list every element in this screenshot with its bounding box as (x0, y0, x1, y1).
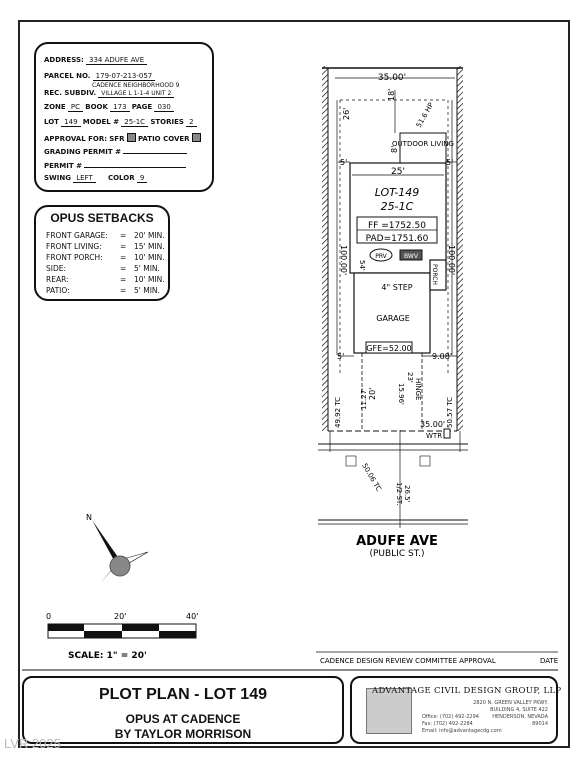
book-label: BOOK (85, 103, 108, 111)
tc-right: 50.57 TC (446, 396, 454, 428)
setback-value-0: 20' MIN. (134, 231, 165, 240)
dim-8: 8' (390, 145, 399, 153)
builder-name: BY TAYLOR MORRISON (114, 727, 252, 741)
setbacks-title: OPUS SETBACKS (50, 211, 154, 225)
setback-label-3: SIDE: (46, 264, 67, 273)
firm-addr-4: 89014 (532, 721, 548, 727)
water-meter-label: WTR (426, 432, 443, 440)
firm-addr-3: HENDERSON, NEVADA (492, 714, 548, 720)
color-label: COLOR (107, 174, 135, 182)
zone-label: ZONE (44, 103, 66, 111)
setback-value-5: 5' MIN. (134, 286, 160, 295)
water-meter-symbol (444, 429, 450, 438)
firm-fax: Fax: (702) 492-2284 (422, 721, 473, 727)
dim-23: 23' (406, 372, 414, 383)
side-setback-right: 5' (446, 158, 454, 167)
model-value: 25-1C (121, 118, 148, 127)
scale-tick-40: 40' (186, 612, 199, 621)
side-setback-front-left: 5' (337, 352, 345, 361)
lot-value: 149 (61, 118, 80, 127)
title-block (22, 676, 344, 744)
north-label: N (86, 513, 92, 522)
firm-email: Email: info@advantagecdg.com (422, 728, 502, 734)
dim-1127: 11.27' (360, 388, 368, 410)
firm-name: ADVANTAGE CIVIL DESIGN GROUP, LLP (372, 686, 562, 696)
pad-elevation: PAD=1751.60 (365, 234, 429, 244)
setback-label-2: FRONT PORCH: (46, 253, 103, 262)
book-value: 173 (110, 103, 129, 112)
depth-right-dim: 100.00' (447, 245, 456, 276)
scale-bar (46, 612, 198, 661)
garage-label: GARAGE (376, 314, 410, 323)
approval-date-label: DATE (540, 657, 559, 665)
garage-floor-elev: GFE=52.00 (366, 344, 412, 353)
outdoor-living-area (400, 133, 446, 163)
setback-value-4: 10' MIN. (134, 275, 165, 284)
depth-left-dim: 100.00' (339, 245, 348, 276)
address-label: ADDRESS: (44, 56, 84, 64)
bwv-label: BWV (404, 253, 418, 260)
half-street: 1/2 ST. (395, 482, 403, 506)
scale-tick-0: 0 (46, 612, 52, 621)
approval-label: APPROVAL FOR: (44, 135, 108, 143)
street-curb (318, 444, 468, 524)
firm-office: Office: (702) 492-2294 (422, 714, 479, 720)
hinge-label: HINGE (414, 378, 422, 401)
firm-addr-2: BUILDING 4, SUITE 422 (490, 707, 548, 713)
setback-eq-0: = (120, 231, 127, 240)
parcel-value: 179-07-213-057 (93, 72, 156, 81)
address-value: 334 ADUFE AVE (86, 56, 147, 65)
subdiv-line2: VILLAGE L 1-1-4 UNIT 2 (98, 90, 174, 98)
setback-value-2: 10' MIN. (134, 253, 165, 262)
scale-tick-20: 20' (114, 612, 127, 621)
setback-eq-3: = (120, 264, 127, 273)
tc-center: 50.06 TC (360, 462, 383, 493)
setback-label-0: FRONT GARAGE: (46, 231, 108, 240)
setback-eq-5: = (120, 286, 127, 295)
approval-patio: PATIO COVER (137, 135, 190, 143)
setback-eq-2: = (120, 253, 127, 262)
permit-label: PERMIT # (44, 162, 82, 170)
lot-number-label: LOT-149 (374, 186, 420, 199)
side-setback-front-right: 9.08' (432, 352, 453, 361)
setback-label-5: PATIO: (46, 286, 70, 295)
setback-label-4: REAR: (46, 275, 69, 284)
firm-contact (422, 714, 502, 735)
setback-eq-4: = (120, 275, 127, 284)
stories-value: 2 (186, 118, 196, 127)
porch-label: PORCH (431, 264, 438, 285)
dim-1596: 15.96' (397, 383, 405, 405)
setback-eq-1: = (120, 242, 127, 251)
firm-block (350, 676, 562, 744)
high-point: 51.6 HP (414, 101, 436, 129)
setback-label-1: FRONT LIVING: (46, 242, 102, 251)
street-type: (PUBLIC ST.) (369, 549, 425, 559)
page-value: 030 (154, 103, 173, 112)
committee-approval-label: CADENCE DESIGN REVIEW COMMITTEE APPROVAL (320, 657, 496, 665)
dim-18: 18' (387, 88, 396, 101)
step-label: 4" STEP (381, 283, 413, 292)
setback-value-1: 15' MIN. (134, 242, 165, 251)
project-name: OPUS AT CADENCE (125, 712, 241, 726)
model-number-label: 25-1C (380, 200, 414, 213)
watermark: LVR 2025 (4, 736, 61, 751)
lot-label: LOT (44, 118, 59, 126)
subdiv-line1: CADENCE NEIGHBORHOOD 9 (92, 82, 180, 89)
stories-label: STORIES (150, 118, 184, 126)
dim-54: 54' (358, 260, 366, 271)
zone-value: PC (68, 103, 83, 112)
side-setback-left: 5' (340, 158, 348, 167)
north-arrow-icon (86, 513, 148, 584)
swing-label: SWING (44, 174, 71, 182)
dim-26: 26' (342, 107, 351, 120)
scale-label: SCALE: 1" = 20' (68, 651, 147, 661)
firm-addr-1: 2820 N. GREEN VALLEY PKWY. (473, 700, 548, 706)
plan-title: PLOT PLAN - LOT 149 (98, 686, 267, 703)
swing-value: LEFT (73, 174, 96, 183)
finished-floor: FF =1752.50 (368, 221, 426, 231)
prv-label: PRV (375, 253, 387, 260)
model-label: MODEL # (82, 118, 120, 126)
parcel-label: PARCEL NO. (44, 72, 91, 80)
street-name: ADUFE AVE (356, 534, 438, 549)
page-label: PAGE (131, 103, 153, 111)
tc-left: 49.92 TC (334, 396, 342, 428)
setback-value-3: 5' MIN. (134, 264, 160, 273)
color-value: 9 (137, 174, 147, 183)
row-half-width: 26.5' (403, 485, 411, 503)
grading-label: GRADING PERMIT # (44, 148, 121, 156)
house-width-dim: 25' (391, 167, 405, 177)
rear-width-dim: 35.00' (377, 73, 407, 83)
driveway-dim-20: 20' (368, 387, 377, 400)
outdoor-living-label: OUTDOOR LIVING (392, 140, 454, 148)
front-width-dim: 35.00' (420, 420, 446, 429)
subdiv-label: REC. SUBDIV. (44, 89, 97, 97)
approval-sfr: SFR (109, 135, 125, 143)
